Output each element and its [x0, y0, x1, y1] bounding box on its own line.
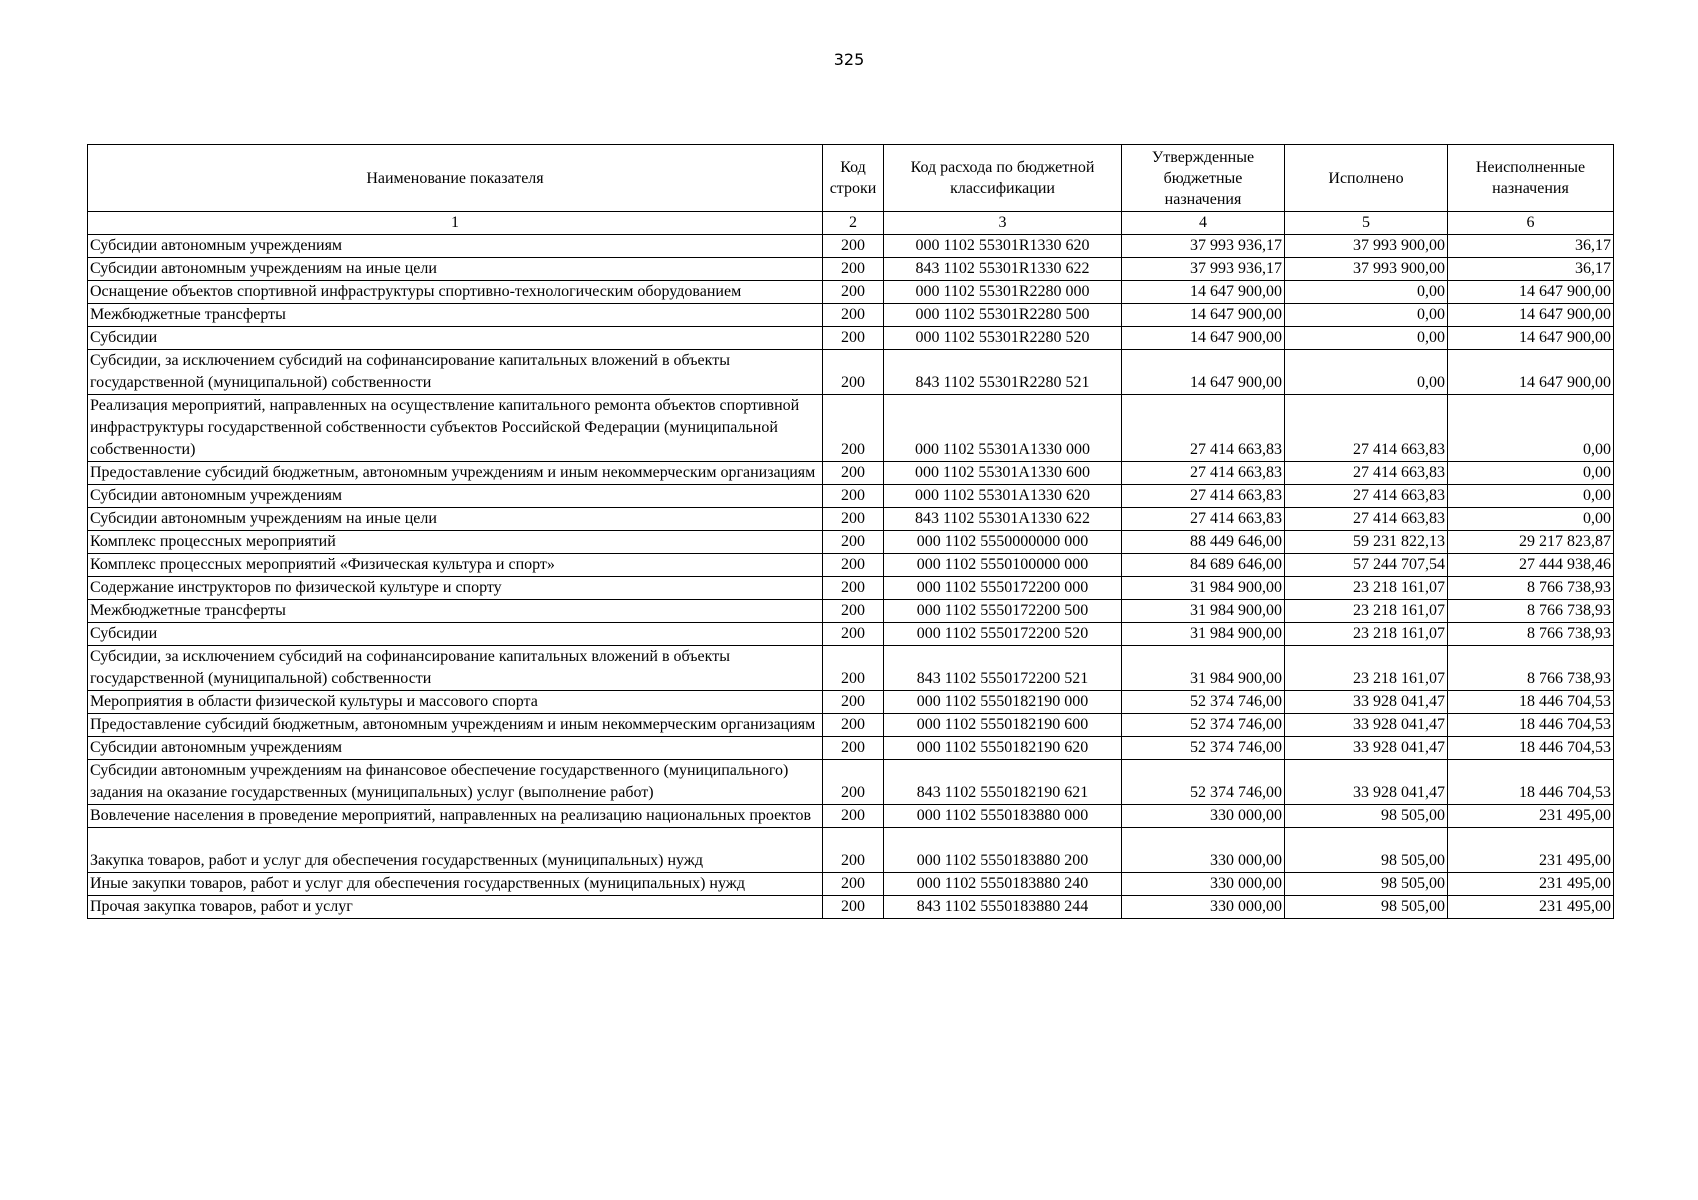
budget-code: 000 1102 55301A1330 000	[884, 395, 1122, 462]
column-number: 3	[884, 212, 1122, 235]
header-executed: Исполнено	[1285, 145, 1448, 212]
executed-amount: 27 414 663,83	[1285, 462, 1448, 485]
indicator-name: Содержание инструкторов по физической культуре и спорту	[88, 577, 823, 600]
line-code: 200	[823, 600, 884, 623]
line-code: 200	[823, 281, 884, 304]
indicator-name: Субсидии автономным учреждениям на иные цели	[88, 258, 823, 281]
executed-amount: 37 993 900,00	[1285, 235, 1448, 258]
approved-amount: 330 000,00	[1122, 828, 1285, 873]
header-unexecuted: Неисполненные назначения	[1448, 145, 1614, 212]
budget-code: 000 1102 5550182190 600	[884, 714, 1122, 737]
budget-code: 000 1102 55301A1330 600	[884, 462, 1122, 485]
indicator-name: Мероприятия в области физической культуры и массового спорта	[88, 691, 823, 714]
table-row	[88, 623, 1614, 646]
unexecuted-amount: 36,17	[1448, 235, 1614, 258]
column-number: 6	[1448, 212, 1614, 235]
indicator-name: Субсидии автономным учреждениям на финансовое обеспечение государственного (муниципального) задания на оказание государственных (муниципальных) услуг (выполнение работ)	[88, 760, 823, 805]
executed-amount: 57 244 707,54	[1285, 554, 1448, 577]
executed-amount: 33 928 041,47	[1285, 691, 1448, 714]
column-number: 5	[1285, 212, 1448, 235]
unexecuted-amount: 18 446 704,53	[1448, 760, 1614, 805]
executed-amount: 98 505,00	[1285, 873, 1448, 896]
line-code: 200	[823, 485, 884, 508]
unexecuted-amount: 18 446 704,53	[1448, 714, 1614, 737]
indicator-name: Субсидии автономным учреждениям	[88, 235, 823, 258]
line-code: 200	[823, 577, 884, 600]
line-code: 200	[823, 462, 884, 485]
approved-amount: 330 000,00	[1122, 873, 1285, 896]
table-row	[88, 485, 1614, 508]
column-number: 4	[1122, 212, 1285, 235]
executed-amount: 37 993 900,00	[1285, 258, 1448, 281]
table-row	[88, 395, 1614, 462]
line-code: 200	[823, 873, 884, 896]
approved-amount: 31 984 900,00	[1122, 577, 1285, 600]
approved-amount: 88 449 646,00	[1122, 531, 1285, 554]
indicator-name: Предоставление субсидий бюджетным, автономным учреждениям и иным некоммерческим организациям	[88, 462, 823, 485]
executed-amount: 23 218 161,07	[1285, 646, 1448, 691]
line-code: 200	[823, 531, 884, 554]
line-code: 200	[823, 623, 884, 646]
table-row	[88, 577, 1614, 600]
table-row	[88, 554, 1614, 577]
budget-code: 843 1102 55301R2280 521	[884, 350, 1122, 395]
line-code: 200	[823, 737, 884, 760]
table-row	[88, 508, 1614, 531]
line-code: 200	[823, 760, 884, 805]
line-code: 200	[823, 805, 884, 828]
executed-amount: 59 231 822,13	[1285, 531, 1448, 554]
line-code: 200	[823, 327, 884, 350]
approved-amount: 52 374 746,00	[1122, 714, 1285, 737]
budget-code: 000 1102 5550000000 000	[884, 531, 1122, 554]
line-code: 200	[823, 235, 884, 258]
approved-amount: 14 647 900,00	[1122, 350, 1285, 395]
budget-code: 843 1102 5550182190 621	[884, 760, 1122, 805]
indicator-name: Субсидии, за исключением субсидий на софинансирование капитальных вложений в объекты государственной (муниципальной) собственности	[88, 646, 823, 691]
approved-amount: 330 000,00	[1122, 805, 1285, 828]
budget-code: 843 1102 55301R1330 622	[884, 258, 1122, 281]
budget-code: 843 1102 5550183880 244	[884, 896, 1122, 919]
table-row	[88, 828, 1614, 873]
table-row	[88, 714, 1614, 737]
header-row	[88, 145, 1614, 212]
unexecuted-amount: 14 647 900,00	[1448, 304, 1614, 327]
approved-amount: 52 374 746,00	[1122, 760, 1285, 805]
indicator-name: Прочая закупка товаров, работ и услуг	[88, 896, 823, 919]
approved-amount: 330 000,00	[1122, 896, 1285, 919]
executed-amount: 0,00	[1285, 281, 1448, 304]
column-number: 1	[88, 212, 823, 235]
line-code: 200	[823, 646, 884, 691]
indicator-name: Вовлечение населения в проведение мероприятий, направленных на реализацию национальных проектов	[88, 805, 823, 828]
executed-amount: 23 218 161,07	[1285, 623, 1448, 646]
executed-amount: 27 414 663,83	[1285, 508, 1448, 531]
budget-code: 000 1102 5550100000 000	[884, 554, 1122, 577]
indicator-name: Субсидии	[88, 623, 823, 646]
table-row	[88, 531, 1614, 554]
unexecuted-amount: 29 217 823,87	[1448, 531, 1614, 554]
approved-amount: 52 374 746,00	[1122, 691, 1285, 714]
table-row	[88, 873, 1614, 896]
approved-amount: 37 993 936,17	[1122, 235, 1285, 258]
budget-code: 000 1102 5550172200 520	[884, 623, 1122, 646]
unexecuted-amount: 18 446 704,53	[1448, 737, 1614, 760]
unexecuted-amount: 14 647 900,00	[1448, 327, 1614, 350]
line-code: 200	[823, 395, 884, 462]
unexecuted-amount: 8 766 738,93	[1448, 646, 1614, 691]
header-approved: Утвержденные бюджетные назначения	[1122, 145, 1285, 212]
unexecuted-amount: 0,00	[1448, 462, 1614, 485]
approved-amount: 14 647 900,00	[1122, 304, 1285, 327]
unexecuted-amount: 8 766 738,93	[1448, 600, 1614, 623]
table-row	[88, 281, 1614, 304]
approved-amount: 31 984 900,00	[1122, 600, 1285, 623]
executed-amount: 98 505,00	[1285, 805, 1448, 828]
budget-code: 000 1102 55301R2280 520	[884, 327, 1122, 350]
approved-amount: 52 374 746,00	[1122, 737, 1285, 760]
indicator-name: Субсидии автономным учреждениям	[88, 737, 823, 760]
indicator-name: Предоставление субсидий бюджетным, автономным учреждениям и иным некоммерческим организациям	[88, 714, 823, 737]
line-code: 200	[823, 508, 884, 531]
indicator-name: Субсидии	[88, 327, 823, 350]
executed-amount: 0,00	[1285, 327, 1448, 350]
approved-amount: 27 414 663,83	[1122, 395, 1285, 462]
column-number-row	[88, 212, 1614, 235]
unexecuted-amount: 231 495,00	[1448, 896, 1614, 919]
executed-amount: 0,00	[1285, 350, 1448, 395]
unexecuted-amount: 0,00	[1448, 485, 1614, 508]
indicator-name: Реализация мероприятий, направленных на осуществление капитального ремонта объектов спортивной инфраструктуры государственной собственности субъектов Российской Федерации (муниципальной собственности)	[88, 395, 823, 462]
approved-amount: 84 689 646,00	[1122, 554, 1285, 577]
unexecuted-amount: 231 495,00	[1448, 805, 1614, 828]
budget-code: 000 1102 55301R2280 000	[884, 281, 1122, 304]
table-row	[88, 350, 1614, 395]
approved-amount: 14 647 900,00	[1122, 281, 1285, 304]
budget-code: 000 1102 55301R2280 500	[884, 304, 1122, 327]
header-indicator-name: Наименование показателя	[88, 145, 823, 212]
table-row	[88, 737, 1614, 760]
budget-code: 000 1102 5550183880 000	[884, 805, 1122, 828]
table-row	[88, 760, 1614, 805]
column-number: 2	[823, 212, 884, 235]
executed-amount: 98 505,00	[1285, 828, 1448, 873]
unexecuted-amount: 8 766 738,93	[1448, 623, 1614, 646]
budget-code: 000 1102 55301A1330 620	[884, 485, 1122, 508]
indicator-name: Субсидии автономным учреждениям	[88, 485, 823, 508]
indicator-name: Закупка товаров, работ и услуг для обеспечения государственных (муниципальных) нужд	[88, 828, 823, 873]
executed-amount: 27 414 663,83	[1285, 395, 1448, 462]
line-code: 200	[823, 350, 884, 395]
executed-amount: 98 505,00	[1285, 896, 1448, 919]
unexecuted-amount: 8 766 738,93	[1448, 577, 1614, 600]
unexecuted-amount: 0,00	[1448, 395, 1614, 462]
table-row	[88, 304, 1614, 327]
unexecuted-amount: 0,00	[1448, 508, 1614, 531]
table-row	[88, 462, 1614, 485]
table-row	[88, 258, 1614, 281]
table-row	[88, 327, 1614, 350]
table-row	[88, 600, 1614, 623]
approved-amount: 37 993 936,17	[1122, 258, 1285, 281]
table-row	[88, 235, 1614, 258]
executed-amount: 0,00	[1285, 304, 1448, 327]
indicator-name: Комплекс процессных мероприятий «Физическая культура и спорт»	[88, 554, 823, 577]
line-code: 200	[823, 691, 884, 714]
unexecuted-amount: 14 647 900,00	[1448, 350, 1614, 395]
executed-amount: 23 218 161,07	[1285, 577, 1448, 600]
budget-code: 000 1102 5550183880 240	[884, 873, 1122, 896]
unexecuted-amount: 18 446 704,53	[1448, 691, 1614, 714]
line-code: 200	[823, 258, 884, 281]
budget-code: 000 1102 5550182190 620	[884, 737, 1122, 760]
indicator-name: Субсидии, за исключением субсидий на софинансирование капитальных вложений в объекты государственной (муниципальной) собственности	[88, 350, 823, 395]
header-line-code: Код строки	[823, 145, 884, 212]
unexecuted-amount: 231 495,00	[1448, 828, 1614, 873]
budget-code: 000 1102 5550182190 000	[884, 691, 1122, 714]
indicator-name: Субсидии автономным учреждениям на иные цели	[88, 508, 823, 531]
executed-amount: 33 928 041,47	[1285, 760, 1448, 805]
budget-code: 843 1102 55301A1330 622	[884, 508, 1122, 531]
page-number: 325	[833, 50, 865, 69]
budget-code: 000 1102 5550172200 500	[884, 600, 1122, 623]
line-code: 200	[823, 714, 884, 737]
budget-code: 000 1102 5550172200 000	[884, 577, 1122, 600]
executed-amount: 27 414 663,83	[1285, 485, 1448, 508]
table-row	[88, 805, 1614, 828]
header-budget-code: Код расхода по бюджетной классификации	[884, 145, 1122, 212]
approved-amount: 27 414 663,83	[1122, 462, 1285, 485]
approved-amount: 31 984 900,00	[1122, 623, 1285, 646]
table-row	[88, 646, 1614, 691]
budget-code: 000 1102 5550183880 200	[884, 828, 1122, 873]
approved-amount: 27 414 663,83	[1122, 508, 1285, 531]
line-code: 200	[823, 896, 884, 919]
approved-amount: 27 414 663,83	[1122, 485, 1285, 508]
executed-amount: 23 218 161,07	[1285, 600, 1448, 623]
indicator-name: Межбюджетные трансферты	[88, 600, 823, 623]
budget-code: 843 1102 5550172200 521	[884, 646, 1122, 691]
budget-code: 000 1102 55301R1330 620	[884, 235, 1122, 258]
unexecuted-amount: 36,17	[1448, 258, 1614, 281]
table-row	[88, 691, 1614, 714]
table-body	[88, 235, 1614, 919]
line-code: 200	[823, 828, 884, 873]
unexecuted-amount: 231 495,00	[1448, 873, 1614, 896]
approved-amount: 14 647 900,00	[1122, 327, 1285, 350]
indicator-name: Комплекс процессных мероприятий	[88, 531, 823, 554]
line-code: 200	[823, 304, 884, 327]
line-code: 200	[823, 554, 884, 577]
budget-execution-table	[87, 144, 1614, 919]
indicator-name: Межбюджетные трансферты	[88, 304, 823, 327]
unexecuted-amount: 14 647 900,00	[1448, 281, 1614, 304]
indicator-name: Оснащение объектов спортивной инфраструктуры спортивно-технологическим оборудованием	[88, 281, 823, 304]
executed-amount: 33 928 041,47	[1285, 737, 1448, 760]
indicator-name: Иные закупки товаров, работ и услуг для обеспечения государственных (муниципальных) нужд	[88, 873, 823, 896]
executed-amount: 33 928 041,47	[1285, 714, 1448, 737]
table-row	[88, 896, 1614, 919]
approved-amount: 31 984 900,00	[1122, 646, 1285, 691]
unexecuted-amount: 27 444 938,46	[1448, 554, 1614, 577]
